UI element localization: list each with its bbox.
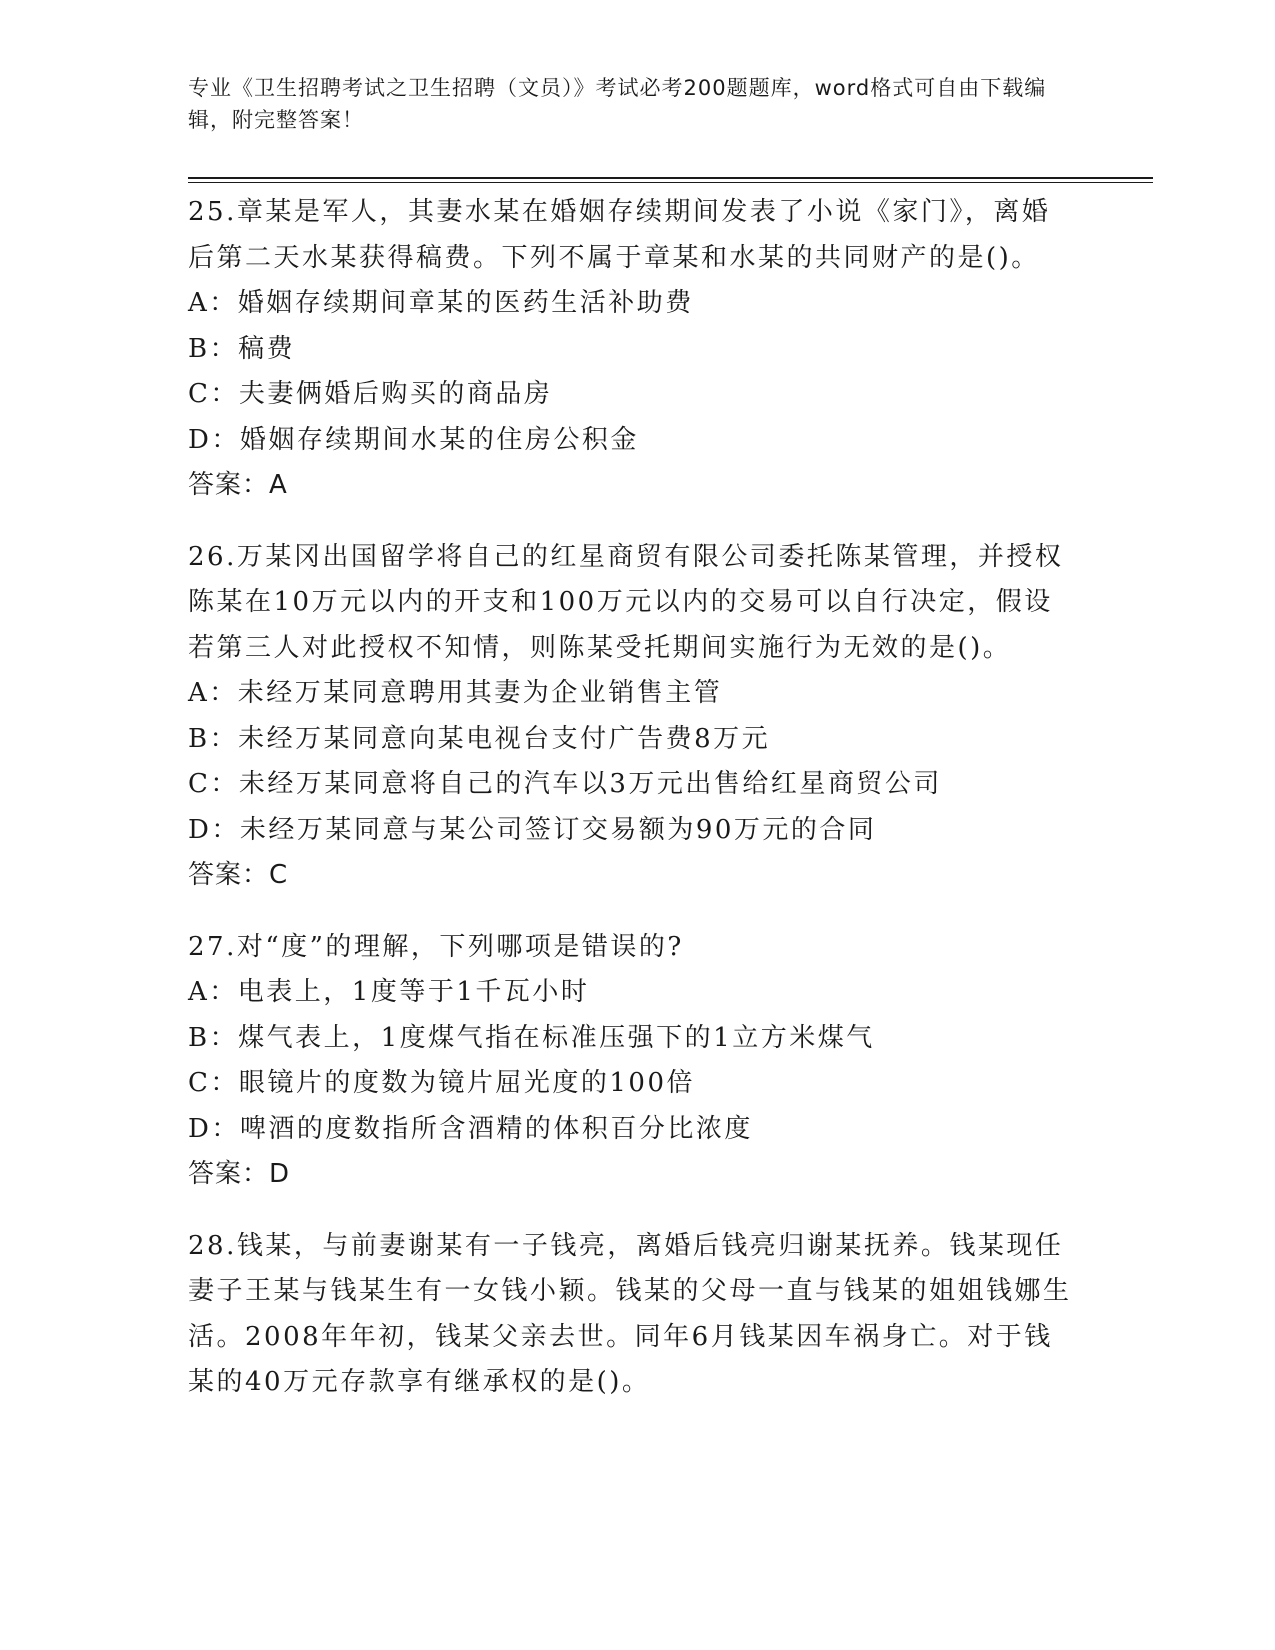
option-d: D：未经万某同意与某公司签订交易额为90万元的合同: [188, 814, 877, 845]
question-26: [188, 535, 1078, 899]
option-a: A：电表上，1度等于1千瓦小时: [188, 977, 590, 1007]
option-c: C：夫妻俩婚后购买的商品房: [188, 379, 553, 409]
option-a: A：未经万某同意聘用其妻为企业销售主管: [188, 678, 723, 708]
question-stem: 25.章某是军人，其妻水某在婚姻存续期间发表了小说《家门》，离婚后第二天水某获得稿费。下列不属于章某和水某的共同财产的是()。: [188, 197, 1051, 273]
option-d: D：啤酒的度数指所含酒精的体积百分比浓度: [188, 1113, 753, 1144]
question-list: [188, 190, 1078, 1432]
question-stem: 28.钱某，与前妻谢某有一子钱亮，离婚后钱亮归谢某抚养。钱某现任妻子王某与钱某生有一女钱小颖。钱某的父母一直与钱某的姐姐钱娜生活。2008年年初，钱某父亲去世。同年6月钱某因车祸身亡。对于钱某的40万元存款享有继承权的是()。: [188, 1230, 1072, 1397]
answer-line: 答案：C: [188, 860, 289, 890]
option-b: B：未经万某同意向某电视台支付广告费8万元: [188, 723, 771, 754]
option-c: C：未经万某同意将自己的汽车以3万元出售给红星商贸公司: [188, 769, 942, 799]
header-rule-thick: [188, 177, 1153, 179]
option-c: C：眼镜片的度数为镜片屈光度的100倍: [188, 1068, 696, 1098]
header-rule-thin: [188, 182, 1153, 183]
question-27: [188, 925, 1078, 1198]
option-b: B：稿费: [188, 333, 296, 364]
answer-line: 答案：A: [188, 470, 288, 500]
document-header: 专业《卫生招聘考试之卫生招聘（文员）》考试必考200题题库，word格式可自由下载编辑，附完整答案！: [188, 76, 1047, 132]
question-stem: 26.万某冈出国留学将自己的红星商贸有限公司委托陈某管理，并授权陈某在10万元以内的开支和100万元以内的交易可以自行决定，假设若第三人对此授权不知情，则陈某受托期间实施行为无效的是()。: [188, 541, 1064, 663]
answer-line: 答案：D: [188, 1159, 291, 1189]
question-25: [188, 190, 1078, 509]
option-b: B：煤气表上，1度煤气指在标准压强下的1立方米煤气: [188, 1022, 875, 1053]
option-d: D：婚姻存续期间水某的住房公积金: [188, 424, 639, 455]
question-28: [188, 1224, 1078, 1406]
option-a: A：婚姻存续期间章某的医药生活补助费: [188, 288, 694, 318]
question-stem: 27.对“度”的理解，下列哪项是错误的?: [188, 931, 684, 962]
